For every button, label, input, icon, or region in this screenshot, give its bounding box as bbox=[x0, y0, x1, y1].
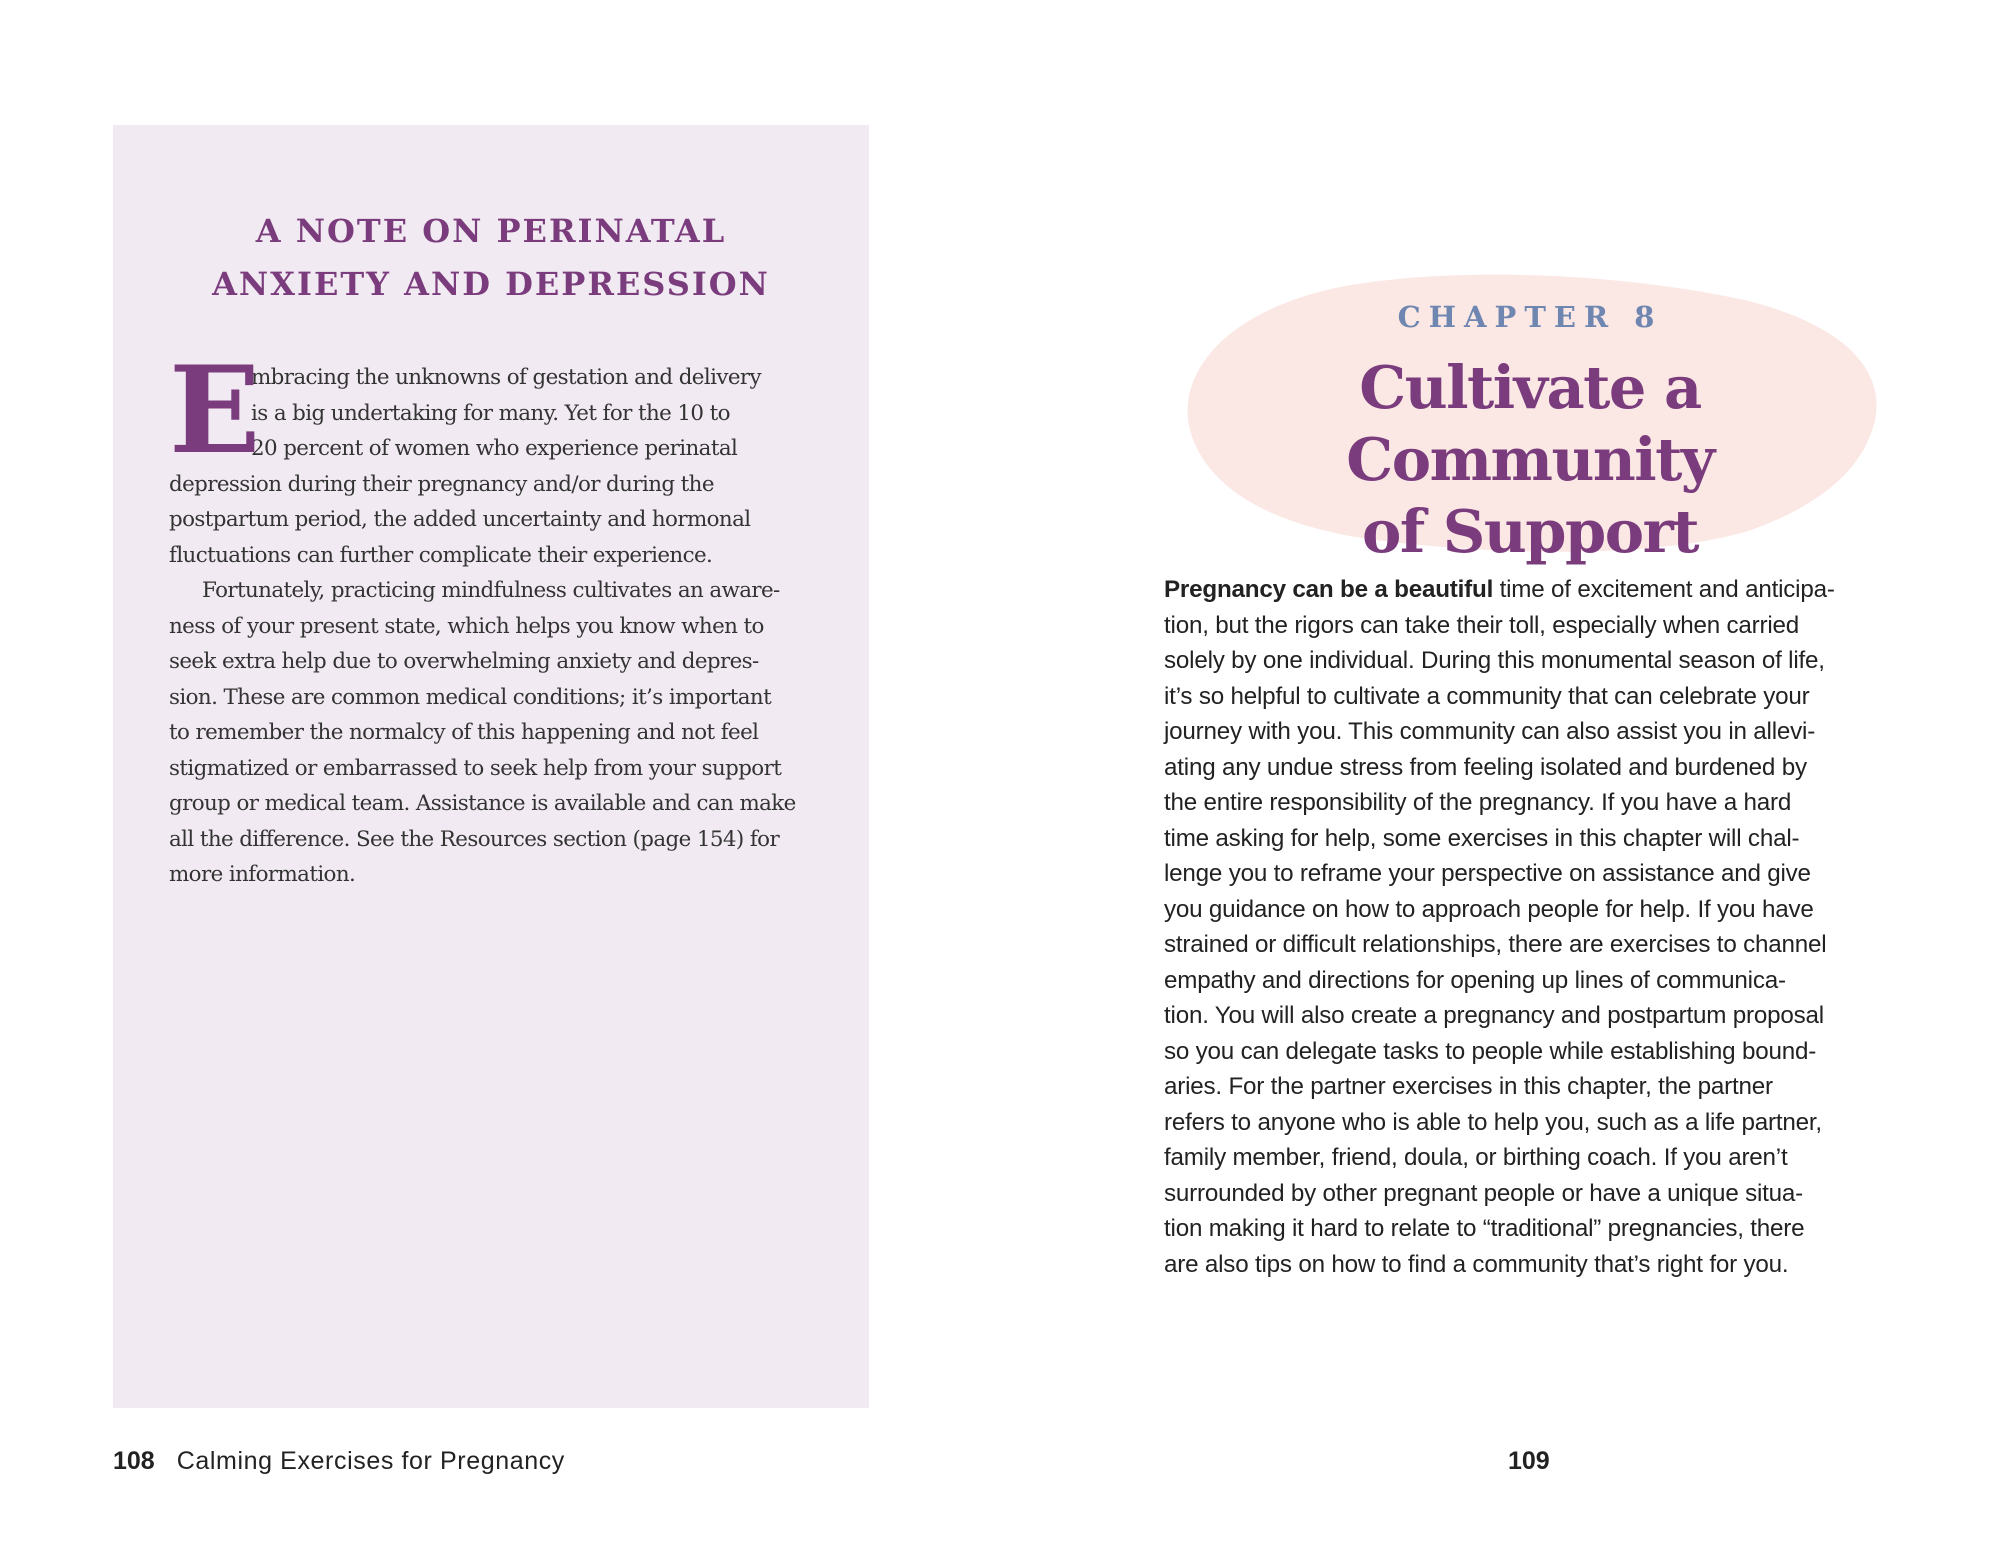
sidebar-text-line: Fortunately, practicing mindfulness cultivates an aware- bbox=[202, 578, 780, 603]
sidebar-text-line: more information. bbox=[169, 862, 356, 887]
body-text-line: family member, friend, doula, or birthing coach. If you aren’t bbox=[1164, 1144, 1788, 1171]
sidebar-heading bbox=[113, 205, 869, 311]
body-text-line: solely by one individual. During this monumental season of life, bbox=[1164, 647, 1825, 674]
sidebar-heading-line: A NOTE ON PERINATAL bbox=[255, 212, 727, 250]
chapter-title-line: Cultivate a Community bbox=[1346, 353, 1714, 494]
body-text-line: journey with you. This community can also assist you in allevi- bbox=[1164, 718, 1816, 745]
body-text-line: empathy and directions for opening up lines of communica- bbox=[1164, 966, 1786, 994]
body-text-line: tion. You will also create a pregnancy and postpartum proposal bbox=[1164, 1002, 1824, 1029]
body-text-line: ating any undue stress from feeling isolated and burdened by bbox=[1164, 753, 1807, 781]
right-page-number: 109 bbox=[1508, 1447, 1550, 1475]
sidebar-heading-line: ANXIETY AND DEPRESSION bbox=[212, 265, 770, 303]
body-text-line: are also tips on how to find a community that’s right for you. bbox=[1164, 1250, 1789, 1278]
sidebar-text-line: to remember the normalcy of this happening and not feel bbox=[169, 720, 759, 745]
body-text-line: you guidance on how to approach people for help. If you have bbox=[1164, 895, 1814, 923]
chapter-title-line: of Support bbox=[1362, 497, 1698, 566]
body-text-line: aries. For the partner exercises in this chapter, the partner bbox=[1164, 1073, 1773, 1100]
body-text-line: it’s so helpful to cultivate a community that can celebrate your bbox=[1164, 682, 1810, 710]
sidebar-text-line: stigmatized or embarrassed to seek help from your support bbox=[169, 755, 782, 781]
sidebar-text-line: all the difference. See the Resources section (page 154) for bbox=[169, 826, 780, 852]
sidebar-text-line: sion. These are common medical conditions; it’s important bbox=[169, 684, 772, 710]
body-text-line: tion, but the rigors can take their toll, especially when carried bbox=[1164, 611, 1800, 639]
body-text-line: the entire responsibility of the pregnancy. If you have a hard bbox=[1164, 789, 1792, 816]
sidebar-body bbox=[169, 340, 819, 893]
body-text-line: lenge you to reframe your perspective on assistance and give bbox=[1164, 860, 1811, 887]
body-text-line: refers to anyone who is able to help you, such as a life partner, bbox=[1164, 1108, 1822, 1136]
body-text-line: so you can delegate tasks to people while establishing bound- bbox=[1164, 1037, 1817, 1065]
sidebar-text-line: group or medical team. Assistance is available and can make bbox=[169, 791, 796, 816]
body-text-line: surrounded by other pregnant people or have a unique situa- bbox=[1164, 1179, 1804, 1207]
chapter-title bbox=[1180, 352, 1880, 568]
body-text-line: strained or difficult relationships, there are exercises to channel bbox=[1164, 931, 1827, 958]
left-page-number: 108 bbox=[113, 1447, 155, 1475]
sidebar-text-line: postpartum period, the added uncertainty and hormonal bbox=[169, 507, 751, 532]
sidebar-text-line: ness of your present state, which helps you know when to bbox=[169, 613, 764, 639]
body-text-line: tion making it hard to relate to “traditional” pregnancies, there bbox=[1164, 1215, 1805, 1242]
chapter-intro-body bbox=[1164, 572, 1924, 1282]
sidebar-text-line: mbracing the unknowns of gestation and delivery bbox=[251, 365, 761, 390]
chapter-label: CHAPTER 8 bbox=[1397, 300, 1663, 334]
sidebar-text-line: depression during their pregnancy and/or during the bbox=[169, 471, 714, 497]
sidebar-text-line: is a big undertaking for many. Yet for the 10 to bbox=[251, 400, 730, 426]
sidebar-text-line: seek extra help due to overwhelming anxiety and depres- bbox=[169, 649, 759, 674]
lead-in: Pregnancy can be a beautiful bbox=[1164, 576, 1494, 603]
left-page-footer bbox=[113, 1447, 565, 1476]
sidebar-text-line: 20 percent of women who experience perinatal bbox=[251, 436, 738, 461]
body-text-line: time asking for help, some exercises in this chapter will chal- bbox=[1164, 824, 1800, 852]
sidebar-text-line: fluctuations can further complicate their experience. bbox=[169, 542, 713, 568]
body-text-line bbox=[1164, 572, 1924, 608]
drop-cap: E bbox=[169, 340, 261, 481]
body-text-fragment: time of excitement and anticipa- bbox=[1493, 576, 1835, 603]
running-head: Calming Exercises for Pregnancy bbox=[176, 1447, 565, 1475]
